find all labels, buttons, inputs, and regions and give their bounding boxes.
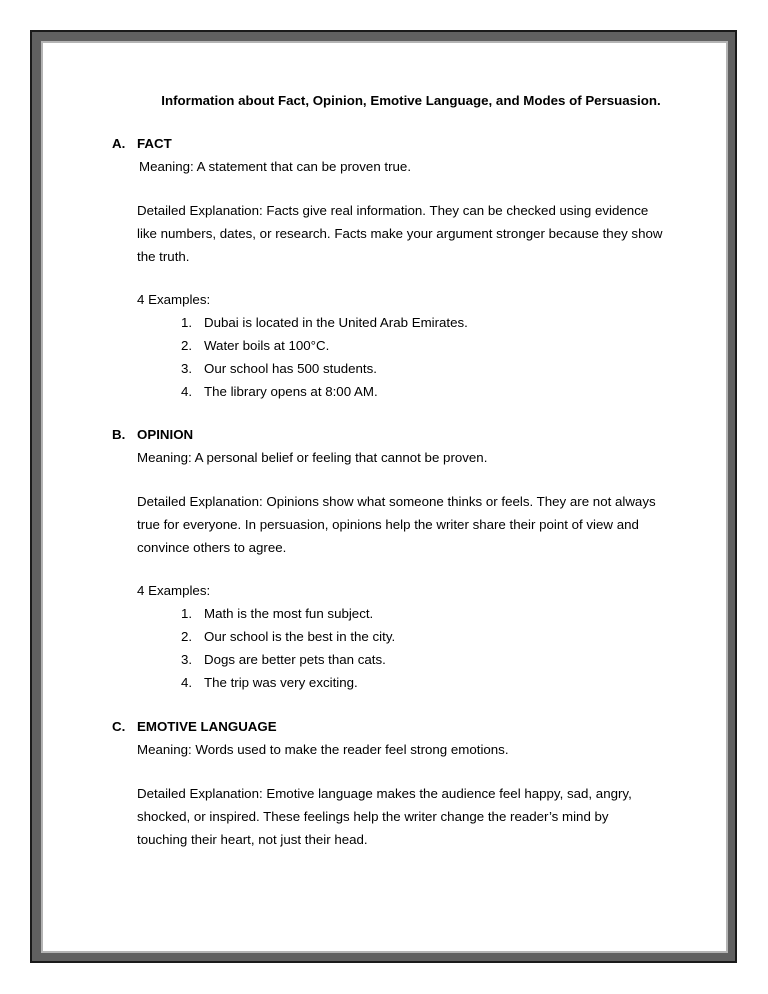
examples-label: 4 Examples:	[137, 292, 211, 307]
example-item: Our school has 500 students.	[204, 361, 377, 376]
section-heading: EMOTIVE LANGUAGE	[137, 719, 277, 734]
example-number: 3.	[181, 652, 193, 667]
example-item: Math is the most fun subject.	[204, 606, 374, 621]
example-number: 4.	[181, 384, 193, 399]
examples-label: 4 Examples:	[137, 583, 211, 598]
example-number: 4.	[181, 675, 193, 690]
explanation-line: convince others to agree.	[137, 540, 287, 555]
explanation-line: touching their heart, not just their head.	[137, 832, 368, 847]
example-item: Our school is the best in the city.	[204, 629, 396, 644]
example-item: The library opens at 8:00 AM.	[204, 384, 378, 399]
example-number: 3.	[181, 361, 193, 376]
explanation-line: the truth.	[137, 249, 190, 264]
example-item: The trip was very exciting.	[204, 675, 358, 690]
example-item: Dogs are better pets than cats.	[204, 652, 386, 667]
example-number: 2.	[181, 629, 193, 644]
explanation-line: like numbers, dates, or research. Facts make your argument stronger because they show	[137, 226, 663, 241]
section-meaning: Meaning: Words used to make the reader feel strong emotions.	[137, 742, 509, 757]
explanation-line: true for everyone. In persuasion, opinions help the writer share their point of view and	[137, 517, 639, 532]
example-item: Dubai is located in the United Arab Emirates.	[204, 315, 468, 330]
section-heading: OPINION	[137, 427, 194, 442]
section-meaning: Meaning: A personal belief or feeling that cannot be proven.	[137, 450, 488, 465]
example-number: 1.	[181, 315, 193, 330]
section-letter: C.	[112, 719, 126, 734]
section-meaning: Meaning: A statement that can be proven true.	[139, 159, 412, 174]
section-heading: FACT	[137, 136, 172, 151]
explanation-line: Detailed Explanation: Facts give real information. They can be checked using evidence	[137, 203, 649, 218]
section-letter: B.	[112, 427, 126, 442]
explanation-line: Detailed Explanation: Opinions show what someone thinks or feels. They are not always	[137, 494, 656, 509]
section-letter: A.	[112, 136, 126, 151]
explanation-line: shocked, or inspired. These feelings help the writer change the reader’s mind by	[137, 809, 609, 824]
example-number: 2.	[181, 338, 193, 353]
example-item: Water boils at 100°C.	[204, 338, 330, 353]
explanation-line: Detailed Explanation: Emotive language makes the audience feel happy, sad, angry,	[137, 786, 632, 801]
document-title: Information about Fact, Opinion, Emotive Language, and Modes of Persuasion.	[161, 93, 661, 108]
example-number: 1.	[181, 606, 193, 621]
